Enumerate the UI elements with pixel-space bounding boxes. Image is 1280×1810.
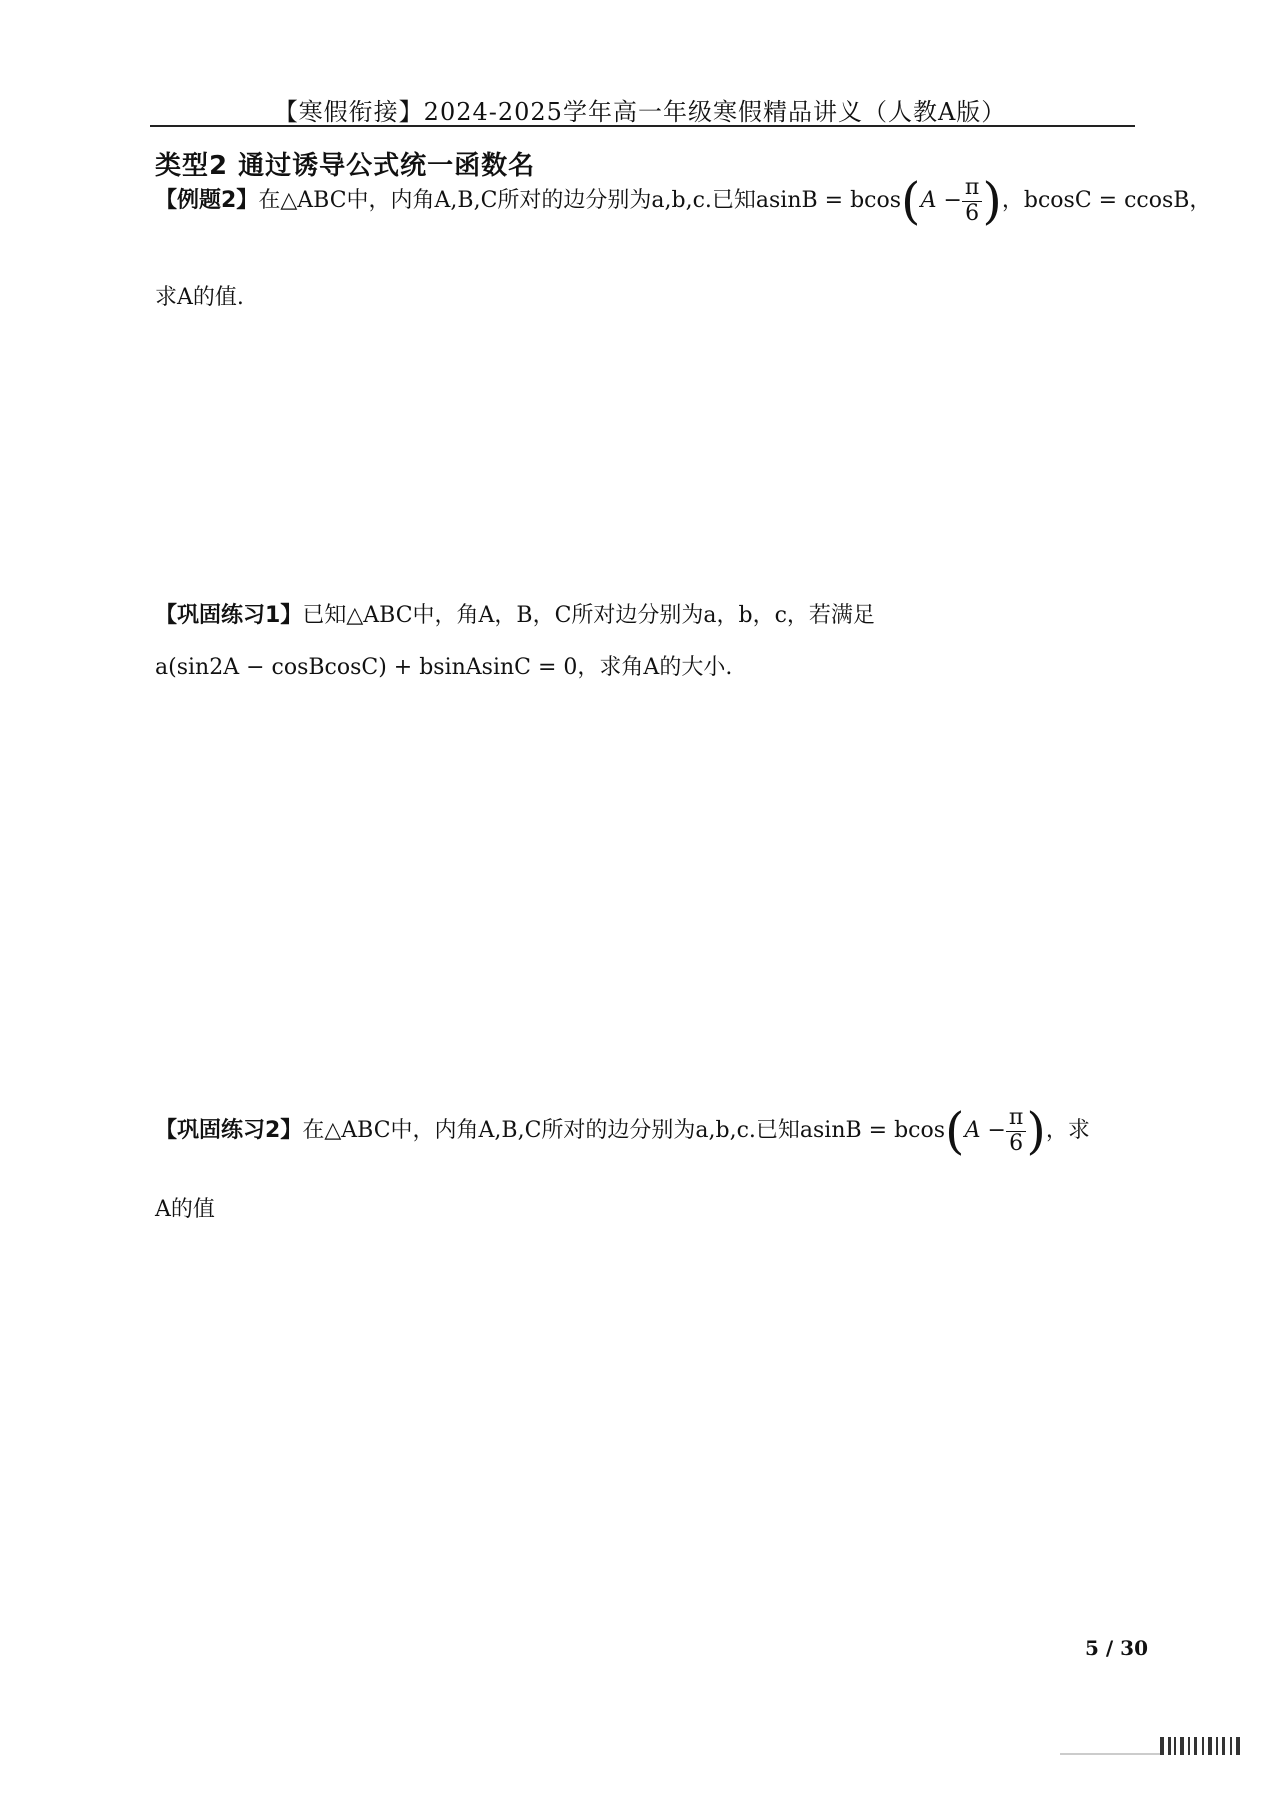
example2-text: 在△ABC中，内角A,B,C所对的边分别为a,b,c.已知asinB = bcos xyxy=(258,188,902,213)
header-rule xyxy=(150,125,1135,127)
practice1-line1 xyxy=(155,598,875,629)
example2-text-tail: ，bcosC = ccosB， xyxy=(1001,188,1212,213)
example2-frac-left: A − xyxy=(920,188,962,213)
practice2-text-tail: ，求 xyxy=(1045,1118,1090,1143)
example2-fraction xyxy=(962,176,982,225)
practice2-tag: 【巩固练习2】 xyxy=(155,1118,303,1143)
fraction-numerator: π xyxy=(962,176,982,201)
practice1-text: 已知△ABC中，角A，B，C所对边分别为a，b，c，若满足 xyxy=(302,603,875,628)
practice2-fraction xyxy=(1006,1106,1026,1155)
practice2-text: 在△ABC中，内角A,B,C所对的边分别为a,b,c.已知asinB = bcos xyxy=(302,1118,946,1143)
page-number: 5 / 30 xyxy=(1085,1636,1148,1660)
example2-tag: 【例题2】 xyxy=(155,188,259,213)
practice1-line2: a(sin2A − cosBcosC) + bsinAsinC = 0，求角A的大小. xyxy=(155,655,733,680)
watermark-barcode-graphic xyxy=(1060,1735,1250,1757)
fraction-numerator: π xyxy=(1006,1106,1026,1131)
practice1-tag: 【巩固练习1】 xyxy=(155,603,303,628)
section-title: 类型2 通过诱导公式统一函数名 xyxy=(155,151,536,181)
practice2-line2: A的值 xyxy=(155,1197,215,1222)
fraction-denominator: 6 xyxy=(965,200,980,226)
example2-line1: 【例题2】在△ABC中，内角A,B,C所对的边分别为a,b,c.已知asinB = bcos(A − $\frac{\pi}{6}$ )，bcosC = ccosB， xyxy=(155,172,1212,230)
fraction-denominator: 6 xyxy=(1009,1130,1024,1156)
practice2-line1: 【巩固练习2】在△ABC中，内角A,B,C所对的边分别为a,b,c.已知asinB = bcos(A − $\frac{\pi}{6}$ )，求 xyxy=(155,1102,1090,1160)
example2-line2: 求A的值. xyxy=(155,285,244,310)
document-header: 【寒假衔接】2024-2025学年高一年级寒假精品讲义（人教A版） xyxy=(273,98,1007,126)
practice2-frac-left: A − xyxy=(964,1118,1006,1143)
